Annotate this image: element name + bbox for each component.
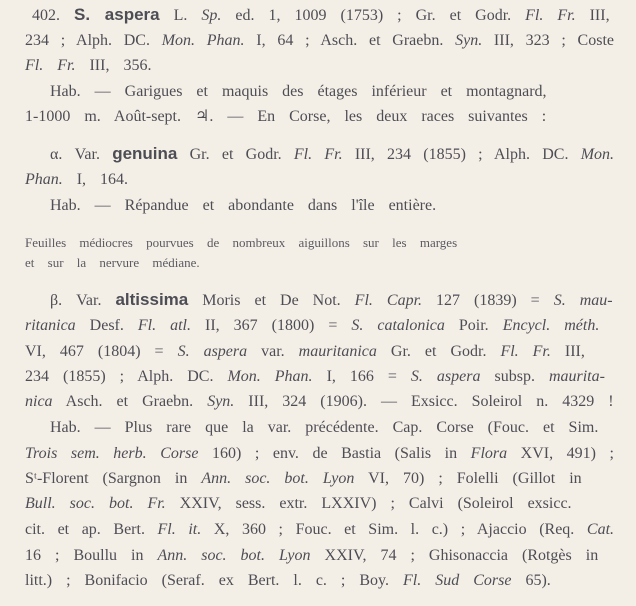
text-run: ed. 1, 1009 (1753) ; Gr. et Godr. xyxy=(221,7,526,24)
altissima-habitat-line-3 xyxy=(0,466,636,492)
var-altissima-line-4 xyxy=(0,364,636,390)
citation-title: mauritanica xyxy=(298,343,377,360)
text-run: L. xyxy=(159,7,202,24)
text-run: XXIV, sess. extr. LXXIV) ; Calvi (Soleirol exsicc. xyxy=(165,495,572,512)
citation-title: Syn. xyxy=(455,32,483,49)
text-run: α. Var. xyxy=(50,146,113,163)
citation-title: Flora xyxy=(470,445,508,462)
var-genuina-line-1 xyxy=(0,141,636,167)
text-run: II, 367 (1800) = xyxy=(191,317,352,334)
text-run: I, 164. xyxy=(62,171,128,188)
citation-title: Cat. xyxy=(586,521,615,538)
text-run: 127 (1839) = xyxy=(422,292,554,309)
citation-title: S. aspera xyxy=(410,368,481,385)
var-altissima-line-2 xyxy=(0,313,636,339)
altissima-habitat-line-6 xyxy=(0,543,636,569)
citation-title: Trois sem. herb. Corse xyxy=(25,445,199,462)
text-run: III, xyxy=(575,7,610,24)
text-run: III, 323 ; Coste xyxy=(482,32,615,49)
citation-title: S. mau- xyxy=(553,292,613,309)
citation-title: Bull. soc. bot. Fr. xyxy=(25,495,166,512)
entry-402-line-3 xyxy=(0,53,636,79)
text-run: 160) ; env. de Bastia (Salis in xyxy=(198,445,471,462)
text-run: subsp. xyxy=(480,368,549,385)
citation-title: maurita- xyxy=(548,368,605,385)
citation-title: Ann. soc. bot. Lyon xyxy=(157,547,311,564)
text-run: X, 360 ; Fouc. et Sim. l. c.) ; Ajaccio (Req. xyxy=(201,521,587,538)
text-run: Hab. — Plus rare que la var. précédente. Cap. Corse (Fouc. et Sim. xyxy=(50,419,599,436)
text-run: 1-1000 m. Août-sept. ♃. — En Corse, les deux races suivantes : xyxy=(25,108,547,125)
entry-402-line-2 xyxy=(0,28,636,54)
text-run: Sᵗ-Florent (Sargnon in xyxy=(25,470,202,487)
text-run: 234 ; Alph. DC. xyxy=(25,32,162,49)
citation-title: Encycl. méth. xyxy=(502,317,600,334)
citation-title: Fl. atl. xyxy=(137,317,191,334)
text-run: III, 324 (1906). — Exsicc. Soleirol n. 4329 ! xyxy=(234,393,614,410)
citation-title: Fl. Sud Corse xyxy=(403,572,512,589)
text-run: Desf. xyxy=(75,317,138,334)
citation-title: Syn. xyxy=(207,393,235,410)
text-run: 234 (1855) ; Alph. DC. xyxy=(25,368,228,385)
text-run: Asch. et Graebn. xyxy=(52,393,208,410)
entry-402-line-1 xyxy=(0,2,636,28)
citation-title: Fl. Fr. xyxy=(25,57,76,74)
text-run: XXIV, 74 ; Ghisonaccia (Rotgès in xyxy=(310,547,599,564)
var-altissima-line-5 xyxy=(0,389,636,415)
text-run: I, 64 ; Asch. et Graebn. xyxy=(244,32,456,49)
citation-title: S. aspera xyxy=(177,343,248,360)
text-run: cit. et ap. Bert. xyxy=(25,521,158,538)
text-run: 16 ; Boullu in xyxy=(25,547,158,564)
text-run: III, 234 (1855) ; Alph. DC. xyxy=(342,146,581,163)
taxon-name: altissima xyxy=(115,290,189,309)
citation-title: S. catalonica xyxy=(351,317,445,334)
text-run: Hab. — Répandue et abondante dans l'île entière. xyxy=(50,197,437,214)
text-run: Feuilles médiocres pourvues de nombreux aiguillons sur les marges xyxy=(25,235,458,250)
text-run: β. Var. xyxy=(50,292,116,309)
text-run: Gr. et Godr. xyxy=(177,146,294,163)
text-run: var. xyxy=(247,343,299,360)
citation-title: Fl. it. xyxy=(157,521,202,538)
citation-title: Ann. soc. bot. Lyon xyxy=(201,470,355,487)
taxon-name: S. aspera xyxy=(74,5,160,24)
text-run: Poir. xyxy=(444,317,503,334)
altissima-habitat-line-2 xyxy=(0,441,636,467)
citation-title: Sp. xyxy=(201,7,222,24)
var-genuina-line-2 xyxy=(0,167,636,193)
habitat-line-2 xyxy=(0,104,636,130)
description-line-2 xyxy=(0,250,636,276)
citation-title: Fl. Fr. xyxy=(293,146,343,163)
citation-title: Fl. Fr. xyxy=(500,343,551,360)
citation-title: ritanica xyxy=(25,317,76,334)
text-run: III, xyxy=(550,343,585,360)
citation-title: Mon. xyxy=(580,146,615,163)
var-genuina-habitat xyxy=(0,193,636,219)
citation-title: Mon. Phan. xyxy=(227,368,313,385)
text-run: 402. xyxy=(32,7,74,24)
var-altissima-line-3 xyxy=(0,339,636,365)
citation-title: Mon. Phan. xyxy=(161,32,245,49)
var-altissima-line-1 xyxy=(0,287,636,313)
text-run: VI, 70) ; Folelli (Gillot in xyxy=(354,470,582,487)
text-run: Moris et De Not. xyxy=(188,292,355,309)
text-run: VI, 467 (1804) = xyxy=(25,343,178,360)
text-run: XVI, 491) ; xyxy=(507,445,614,462)
text-run: I, 166 = xyxy=(312,368,411,385)
text-run: Gr. et Godr. xyxy=(376,343,501,360)
citation-title: Fl. Fr. xyxy=(525,7,576,24)
citation-title: Fl. Capr. xyxy=(354,292,423,309)
text-run: et sur la nervure médiane. xyxy=(25,255,200,270)
citation-title: Phan. xyxy=(25,171,63,188)
text-run: III, 356. xyxy=(75,57,152,74)
text-run: 65). xyxy=(511,572,551,589)
text-run: Hab. — Garigues et maquis des étages inférieur et montagnard, xyxy=(50,83,547,100)
citation-title: nica xyxy=(25,393,53,410)
taxon-name: genuina xyxy=(112,144,178,163)
altissima-habitat-line-5 xyxy=(0,517,636,543)
altissima-habitat-line-4 xyxy=(0,491,636,517)
altissima-habitat-line-7 xyxy=(0,568,636,594)
habitat-line-1 xyxy=(0,79,636,105)
text-run: litt.) ; Bonifacio (Seraf. ex Bert. l. c. ; Boy. xyxy=(25,572,404,589)
altissima-habitat-line-1 xyxy=(0,415,636,441)
